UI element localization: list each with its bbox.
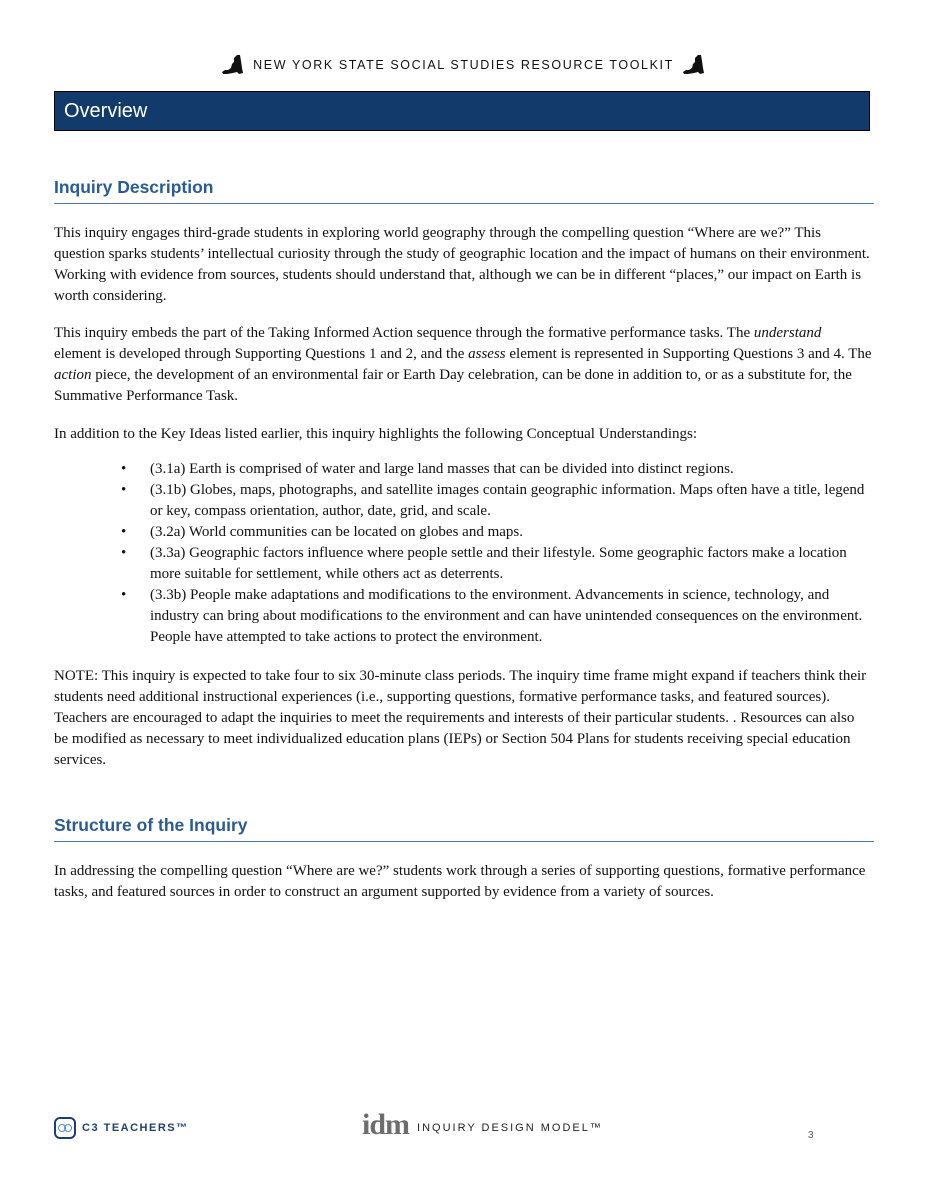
list-item: • (3.1b) Globes, maps, photographs, and satellite images contain geographic information. Maps often have a title, legend or key, compass orientation, author, date, grid, and scale. (121, 482, 865, 519)
list-item: • (3.1a) Earth is comprised of water and large land masses that can be divided into distinct regions. (54, 459, 872, 480)
list-item: • (3.3a) Geographic factors influence where people settle and their lifestyle. Some geographic factors make a location more suitable for settlement, while others act as deterrents. (121, 545, 847, 582)
idm-mark: idm (362, 1108, 410, 1141)
idm-logo (362, 1108, 603, 1141)
overview-banner: Overview (54, 91, 870, 131)
conceptual-understandings-list (54, 459, 872, 648)
owl-icon (54, 1117, 76, 1139)
bullet-icon: • (121, 587, 127, 603)
c3-teachers-logo (54, 1116, 189, 1140)
new-york-state-icon (680, 52, 706, 78)
note-paragraph: NOTE: This inquiry is expected to take four to six 30-minute class periods. The inquiry time frame might expand if teachers think their students need additional instructional experiences (i.e., supporting questions, formative performance tasks, and featured sources). Teachers are encouraged to adapt the inquiries to meet the requirements and interests of their particular students. . Resources can also be modified as necessary to meet individualized education plans (IEPs) or Section 504 Plans for students receiving special education services. (54, 668, 867, 768)
toolkit-header: NEW YORK STATE SOCIAL STUDIES RESOURCE TOOLKIT (253, 58, 674, 72)
page-number: 3 (808, 1130, 814, 1141)
taking-informed-action-paragraph: This inquiry embeds the part of the Taking Informed Action sequence through the formative performance tasks. The understand element is developed through Supporting Questions 1 and 2, and the assess element is represented in Supporting Questions 3 and 4. The action piece, the development of an environmental fair or Earth Day celebration, can be done in addition to, or as a substitute for, the Summative Performance Task. (54, 325, 872, 404)
bullet-icon: • (121, 545, 127, 561)
structure-heading: Structure of the Inquiry (54, 815, 874, 842)
structure-paragraph: In addressing the compelling question “Where are we?” students work through a series of supporting questions, formative performance tasks, and featured sources in order to construct an argument supported by evidence from a variety of sources. (54, 863, 866, 900)
c3-teachers-text: C3 TEACHERS™ (82, 1122, 189, 1134)
bullet-icon: • (121, 482, 127, 498)
list-item: • (3.2a) World communities can be located on globes and maps. (54, 522, 872, 543)
inquiry-description-heading: Inquiry Description (54, 177, 874, 204)
inquiry-description-paragraph: This inquiry engages third-grade students in exploring world geography through the compelling question “Where are we?” This question sparks students’ intellectual curiosity through the study of geographic location and the impact of humans on their environment. Working with evidence from sources, students should understand that, although we can be in different “places,” our impact on Earth is worth considering. (54, 225, 870, 304)
bullet-icon: • (121, 461, 127, 477)
conceptual-understandings-intro: In addition to the Key Ideas listed earlier, this inquiry highlights the following Conceptual Understandings: (54, 426, 698, 442)
list-item: • (3.3b) People make adaptations and modifications to the environment. Advancements in science, technology, and industry can bring about modifications to the environment and can have unintended consequences on the environment. People have attempted to take actions to protect the environment. (121, 587, 863, 645)
idm-text: INQUIRY DESIGN MODEL™ (417, 1122, 603, 1134)
bullet-icon: • (121, 524, 127, 540)
